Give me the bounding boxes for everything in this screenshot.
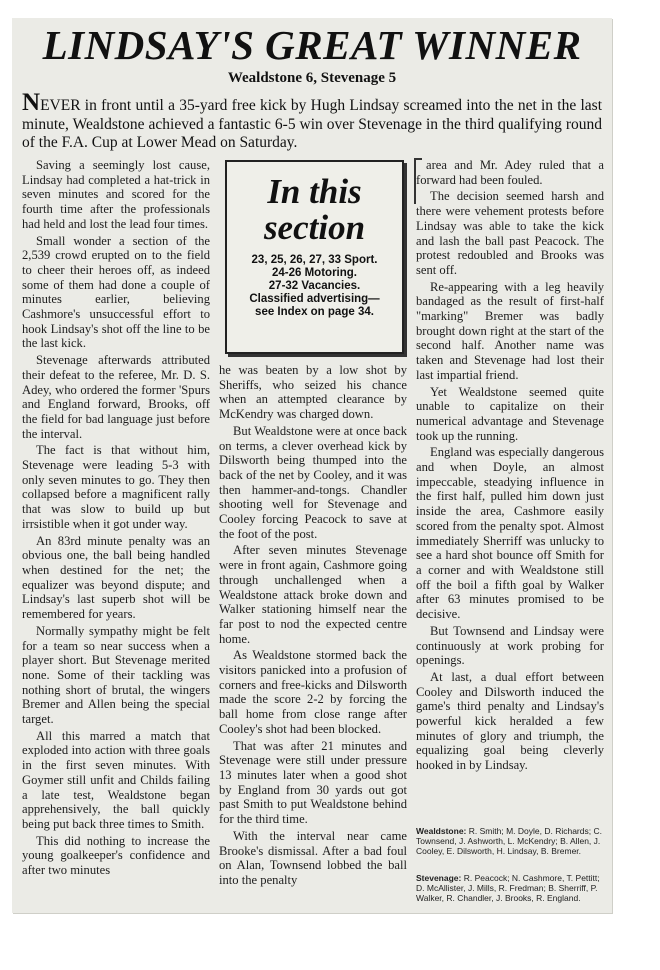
in-this-section-box (225, 160, 404, 354)
paragraph: At last, a dual effort between Cooley and Dilsworth induced the game's third penalty and Lindsay's powerful kick heralded a few minutes of glory and triumph, the equalizing goal being cleverly hooked in by Lindsay. (416, 669, 604, 773)
box-index-line: 24-26 Motoring. (272, 267, 357, 279)
paragraph: The fact is that without him, Stevenage were leading 5-3 with only seven minutes to go. They then collapsed before a magnificent rally that was slow to build up but irrsistible when it got under way. (22, 443, 210, 531)
paragraph: This did nothing to increase the young goalkeeper's confidence and after two minutes (22, 833, 210, 878)
paragraph: An 83rd minute penalty was an obvious one, the ball being handled when destined for the net; the equalizer was beyond dispute; and Lindsay's last superb shot will be remembered for years. (22, 533, 210, 622)
team-label: Stevenage: (416, 873, 462, 883)
paragraph: But Townsend and Lindsay were continuously at work probing for openings. (416, 623, 604, 668)
team-label: Wealdstone: (416, 826, 467, 836)
paragraph: Yet Wealdstone seemed quite unable to capitalize on their numerical advantage and Stevenage took up the running. (416, 384, 604, 443)
box-title-line-2: section (263, 208, 366, 247)
lede-text: EVER in front until a 35-yard free kick by Hugh Lindsay screamed into the net in the last minute, Wealdstone achieved a fantastic 6-5 win over Stevenage in the third qualifying round of the F.A. Cup at Lower Mead on Saturday. (22, 97, 602, 151)
paragraph: Saving a seemingly lost cause, Lindsay had completed a hat-trick in seven minutes and scored for the fourth time after the professionals had held and lost the lead four times. (22, 158, 210, 231)
headline: LINDSAY'S GREAT WINNER (42, 22, 582, 68)
newspaper-clipping (12, 18, 612, 913)
lede-paragraph (22, 89, 602, 153)
paragraph: Small wonder a section of the 2,539 crowd erupted on to the field to cheer their heroes off, as indeed some of them had done a couple of minutes earlier, believing Cashmore's unsuccessful effort to hook Lindsay's shot off the line to be the last kick. (22, 233, 210, 351)
paragraph: Re-appearing with a leg heavily bandaged as the result of first-half "marking" Bremer was badly brought down right at the start of the second half. Another name was taken and Stevenage had lost their last impartial friend. (416, 279, 604, 382)
paragraph: Normally sympathy might be felt for a team so near success when a player short. But Stevenage merited none. Some of their tackling was nothing short of brutal, the wingers Bremer and Allen being the special target. (22, 623, 210, 727)
column-1 (22, 158, 210, 880)
paragraph: After seven minutes Stevenage were in front again, Cashmore going through unchallenged when a Wealdstone attack broke down and Walker stationing himself near the far post to nod the expected centre home. (219, 543, 407, 646)
team-players: R. Peacock; N. Cashmore, T. Pettitt; D. McAllister, J. Mills, R. Fredman; B. Sherriff, P. Walker, R. Chandler, J. Brooks, R. England. (416, 873, 600, 903)
paragraph: England was especially dangerous and when Doyle, an almost impeccable, steadying influence in the first half, pulled him down just inside the area, Cashmore easily scored from the penalty spot. Almost immediately Sherriff was unlucky to see a hard shot bounce off Smith for a corner and with Wealdstone still off the boil a fifth goal by Walker after 63 minutes promised to be decisive. (416, 445, 604, 622)
box-index-line: 23, 25, 26, 27, 33 Sport. (251, 254, 378, 266)
box-index-line: see Index on page 34. (255, 306, 374, 318)
paragraph: Stevenage afterwards attributed their defeat to the referee, Mr. D. S. Adey, who ordered the former 'Spurs and England forward, Brooks, off the field for bad language just before the interval. (22, 353, 210, 441)
team-lineup-wealdstone (416, 826, 604, 856)
paragraph: But Wealdstone were at once back on terms, a clever overhead kick by Dilsworth being thumped into the back of the net by Cooley, and it was then hammer-and-tongs. Chandler shooting well for Stevenage and Cooley forcing Peacock to save at the foot of the post. (219, 423, 407, 541)
box-index-line: 27-32 Vacancies. (268, 280, 361, 292)
team-lineup-stevenage (416, 873, 604, 903)
paragraph: The decision seemed harsh and there were vehement protests before Lindsay was able to take the kick and lash the ball past Peacock. The protest redoubled and Brooks was sent off. (416, 189, 604, 277)
paragraph: That was after 21 minutes and Stevenage were still under pressure 13 minutes later when a good shot by England from 30 yards out got past Smith to put Wealdstone behind for the third time. (219, 738, 407, 827)
paragraph: With the interval near came Brooke's dismissal. After a bad foul on Alan, Townsend lobbed the ball into the penalty (219, 828, 407, 887)
paragraph: area and Mr. Adey ruled that a forward had been fouled. (416, 158, 604, 187)
column-3 (416, 158, 604, 775)
box-title (227, 174, 402, 246)
box-title-line-1: In this (267, 172, 362, 211)
paragraph: he was beaten by a low shot by Sheriffs, who seized his chance when an attempted clearance by McKendry was charged down. (219, 363, 407, 422)
box-index-list (227, 254, 402, 319)
team-players: R. Smith; M. Doyle, D. Richards; C. Townsend, J. Ashworth, L. McKendry; B. Allen, J. Cooley, E. Dilsworth, H. Lindsay, B. Bremer. (416, 826, 602, 856)
paragraph: All this marred a match that exploded into action with three goals in the first seven minutes. With Goymer still unfit and Childs failing a late test, Wealdstone began apprehensively, the ball quickly being put back three times to Smith. (22, 728, 210, 831)
box-index-line: Classified advertising— (249, 293, 380, 305)
subheadline: Wealdstone 6, Stevenage 5 (227, 70, 397, 86)
dropcap: N (22, 89, 41, 116)
column-2 (219, 363, 407, 890)
paragraph: As Wealdstone stormed back the visitors panicked into a profusion of corners and free-kicks and Dilsworth made the score 2-2 by forcing the ball home from close range after Cooley's shot had been blocked. (219, 648, 407, 736)
